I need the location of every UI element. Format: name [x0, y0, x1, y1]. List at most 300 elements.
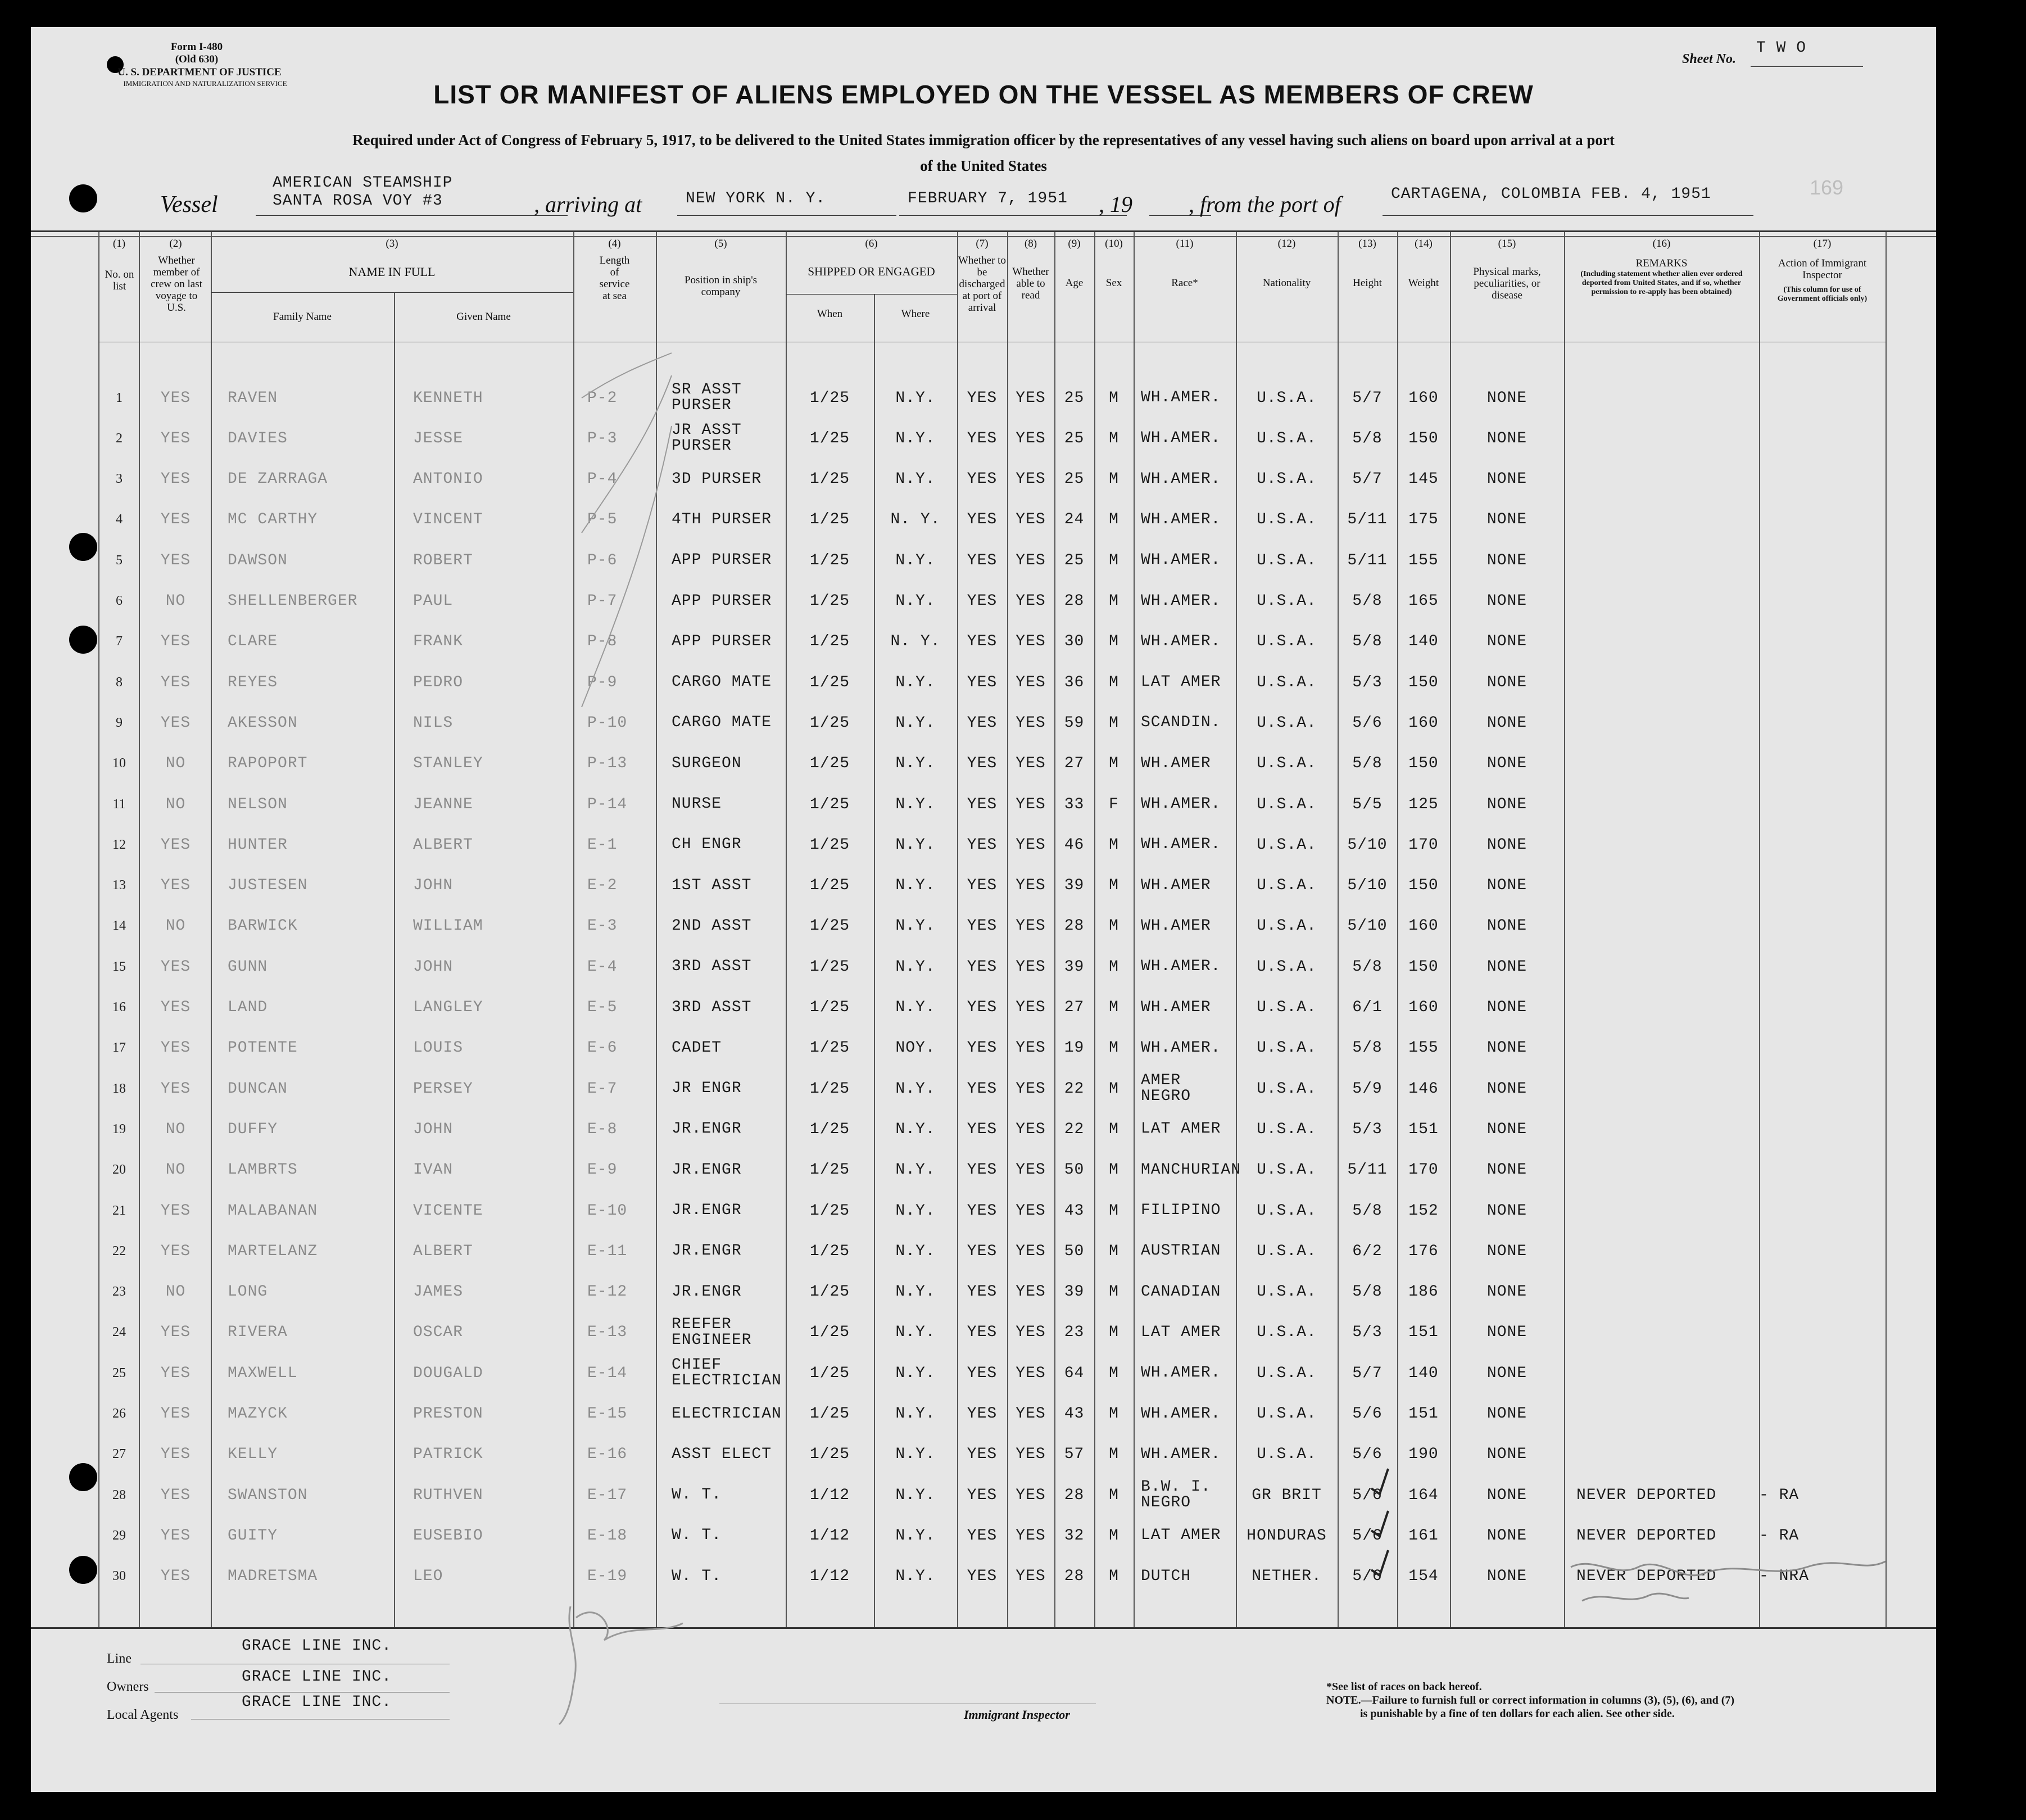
position-cell-line-1: 3D PURSER	[672, 470, 762, 488]
sex-cell-text: M	[1109, 511, 1119, 529]
col-9-header: Age	[1065, 277, 1084, 289]
race-cell-line-1: WH.AMER	[1141, 917, 1211, 935]
physical-marks-cell	[1450, 1313, 1564, 1352]
position-cell	[672, 825, 786, 864]
age-cell	[1054, 866, 1094, 906]
page-subtitle-2: of the United States	[920, 157, 1047, 174]
able-to-read-cell-text: YES	[1016, 1202, 1046, 1220]
service-length-cell-text: P-14	[587, 795, 628, 813]
height-cell	[1338, 825, 1397, 864]
nationality-cell	[1236, 907, 1338, 946]
inspector-action-cell	[1759, 663, 1886, 702]
family-name-cell	[228, 1029, 394, 1068]
last-voyage-cell	[140, 541, 211, 580]
service-length-cell-text: E-11	[587, 1242, 628, 1260]
position-cell	[672, 1475, 786, 1515]
shipped-where-cell-text: N.Y.	[895, 958, 936, 976]
col-7-header: Whether to be discharged at port of arrival	[958, 255, 1006, 314]
service-length-cell	[587, 1395, 656, 1434]
row-number-cell-text: 4	[116, 512, 123, 527]
given-name-cell-text: KENNETH	[413, 389, 483, 407]
last-voyage-cell	[140, 1232, 211, 1271]
position-cell-line-1: JR.ENGR	[672, 1242, 742, 1260]
position-cell-line-2: PURSER	[672, 397, 732, 414]
row-number-cell	[99, 1232, 139, 1271]
last-voyage-cell-text: YES	[160, 836, 191, 854]
age-cell-text: 30	[1064, 633, 1085, 651]
row-number-cell-text: 29	[112, 1528, 126, 1543]
age-cell-text: 32	[1064, 1527, 1085, 1545]
position-cell	[672, 1313, 786, 1352]
sex-cell	[1094, 1232, 1134, 1271]
last-voyage-cell	[140, 663, 211, 702]
age-cell-text: 24	[1064, 511, 1085, 529]
nationality-cell	[1236, 947, 1338, 986]
nationality-cell	[1236, 419, 1338, 458]
sex-cell-text: M	[1109, 1039, 1119, 1057]
height-cell-text: 5/10	[1347, 877, 1388, 895]
remarks-cell	[1576, 541, 1759, 580]
position-cell-line-1: CH ENGR	[672, 836, 742, 854]
family-name-cell-text: MAZYCK	[228, 1405, 288, 1423]
able-to-read-cell-text: YES	[1016, 1080, 1046, 1098]
age-cell	[1054, 1435, 1094, 1474]
footnote-penalty-2: is punishable by a fine of ten dollars for each alien. See other side.	[1360, 1708, 1675, 1720]
row-number-cell	[99, 500, 139, 540]
row-number-cell-text: 19	[112, 1121, 126, 1137]
col-10-header: Sex	[1105, 277, 1122, 289]
position-cell-line-1: JR.ENGR	[672, 1120, 742, 1138]
nationality-cell-text: GR BRIT	[1252, 1486, 1322, 1504]
given-name-cell-text: JOHN	[413, 1120, 454, 1138]
row-number-cell-text: 2	[116, 431, 123, 446]
inspector-signature	[548, 1584, 705, 1730]
service-length-cell-text: E-4	[587, 958, 618, 976]
weight-cell-text: 151	[1408, 1120, 1439, 1138]
race-cell	[1141, 744, 1236, 784]
col-6-header: SHIPPED OR ENGAGED	[808, 265, 935, 278]
given-name-cell-text: PATRICK	[413, 1446, 483, 1464]
family-name-cell-text: MALABANAN	[228, 1202, 318, 1220]
given-name-cell	[413, 703, 573, 743]
height-cell-text: 5/5	[1352, 795, 1383, 813]
physical-marks-cell	[1450, 866, 1564, 906]
discharged-cell	[957, 1313, 1007, 1352]
shipped-when-cell-text: 1/25	[809, 795, 850, 813]
weight-cell	[1397, 1151, 1450, 1190]
shipped-where-cell-text: N.Y.	[895, 1364, 936, 1382]
physical-marks-cell	[1450, 825, 1564, 864]
weight-cell-text: 160	[1408, 999, 1439, 1016]
nationality-cell	[1236, 541, 1338, 580]
position-cell-line-2: PURSER	[672, 437, 732, 455]
nationality-cell-text: U.S.A.	[1257, 429, 1317, 447]
sex-cell-text: M	[1109, 633, 1119, 651]
given-name-cell	[413, 1151, 573, 1190]
race-cell	[1141, 907, 1236, 946]
age-cell-text: 39	[1064, 877, 1085, 895]
inspector-action-cell	[1759, 1395, 1886, 1434]
weight-cell-text: 170	[1408, 836, 1439, 854]
age-cell-text: 25	[1064, 470, 1085, 488]
race-cell	[1141, 582, 1236, 621]
sex-cell	[1094, 1069, 1134, 1108]
given-name-cell	[413, 1353, 573, 1393]
height-cell-text: 6/1	[1352, 999, 1383, 1016]
physical-marks-cell-text: NONE	[1486, 1202, 1528, 1220]
table-top-border	[31, 230, 1936, 232]
position-cell-line-1: CARGO MATE	[672, 673, 772, 691]
able-to-read-cell-text: YES	[1016, 1568, 1046, 1586]
race-cell-line-1: WH.AMER.	[1141, 1445, 1221, 1463]
discharged-cell	[957, 1151, 1007, 1190]
shipped-where-cell	[874, 1395, 957, 1434]
position-cell-line-1: W. T.	[672, 1486, 722, 1504]
arriving-port: NEW YORK N. Y.	[686, 190, 826, 207]
position-cell-line-1: 3RD ASST	[672, 958, 752, 976]
position-cell-line-1: JR ENGR	[672, 1080, 742, 1098]
sex-cell-text: M	[1109, 592, 1119, 610]
age-cell	[1054, 1516, 1094, 1555]
service-length-cell-text: E-7	[587, 1080, 618, 1098]
race-cell-line-1: WH.AMER.	[1141, 1364, 1221, 1382]
position-cell-line-1: ASST ELECT	[672, 1445, 772, 1463]
sex-cell-text: M	[1109, 1527, 1119, 1545]
sheet-number: T W O	[1756, 39, 1807, 57]
remarks-cell	[1576, 1313, 1759, 1352]
shipped-where-cell-text: N. Y.	[890, 511, 941, 529]
race-cell	[1141, 1069, 1236, 1108]
age-cell	[1054, 744, 1094, 784]
shipped-where-cell	[874, 1232, 957, 1271]
family-name-cell-text: AKESSON	[228, 714, 298, 732]
height-cell-text: 5/6	[1352, 1405, 1383, 1423]
col-8-number: (8)	[1024, 238, 1037, 250]
sex-cell	[1094, 1029, 1134, 1068]
given-name-cell-text: ANTONIO	[413, 470, 483, 488]
nationality-cell-text: U.S.A.	[1257, 1405, 1317, 1423]
given-name-cell-text: JOHN	[413, 877, 454, 895]
col-15-header: Physical marks, peculiarities, or disease	[1473, 266, 1541, 301]
physical-marks-cell	[1450, 1435, 1564, 1474]
race-cell	[1141, 988, 1236, 1027]
able-to-read-cell-text: YES	[1016, 755, 1046, 773]
race-cell-line-2: NEGRO	[1141, 1088, 1191, 1106]
weight-cell-text: 150	[1408, 958, 1439, 976]
last-voyage-cell	[140, 907, 211, 946]
row-number-cell	[99, 947, 139, 986]
last-voyage-cell-text: YES	[160, 1568, 191, 1586]
shipped-where-cell-text: N.Y.	[895, 551, 936, 569]
row-number-cell-text: 15	[112, 959, 126, 974]
service-length-cell-text: E-6	[587, 1039, 618, 1057]
service-length-cell-text: E-13	[587, 1324, 628, 1342]
shipped-when-cell	[786, 1475, 874, 1515]
last-voyage-cell	[140, 1110, 211, 1149]
sex-cell-text: M	[1109, 1446, 1119, 1464]
height-cell-text: 5/11	[1347, 1161, 1388, 1179]
family-name-cell	[228, 785, 394, 824]
remarks-cell	[1576, 1395, 1759, 1434]
row-number-cell	[99, 460, 139, 499]
row-number-cell	[99, 1475, 139, 1515]
last-voyage-cell	[140, 947, 211, 986]
position-cell	[672, 1191, 786, 1230]
nationality-cell-text: HONDURAS	[1247, 1527, 1327, 1545]
shipped-where-cell	[874, 622, 957, 662]
row-number-cell	[99, 1069, 139, 1108]
col-2-number: (2)	[169, 238, 182, 250]
service-length-cell-text: E-17	[587, 1486, 628, 1504]
able-to-read-cell	[1007, 1516, 1054, 1555]
discharged-cell	[957, 1395, 1007, 1434]
age-cell-text: 43	[1064, 1405, 1085, 1423]
family-name-cell-text: NELSON	[228, 795, 288, 813]
footnote-penalty-1: NOTE.—Failure to furnish full or correct information in columns (3), (5), (6), and (7)	[1326, 1694, 1735, 1706]
able-to-read-cell-text: YES	[1016, 1527, 1046, 1545]
table-row	[31, 500, 1936, 540]
weight-cell-text: 175	[1408, 511, 1439, 529]
family-name-cell-text: LAMBRTS	[228, 1161, 298, 1179]
last-voyage-cell	[140, 1557, 211, 1596]
weight-cell-text: 155	[1408, 1039, 1439, 1057]
height-cell	[1338, 1353, 1397, 1393]
physical-marks-cell	[1450, 988, 1564, 1027]
able-to-read-cell	[1007, 1110, 1054, 1149]
nationality-cell	[1236, 988, 1338, 1027]
nationality-cell	[1236, 1273, 1338, 1312]
given-name-cell	[413, 622, 573, 662]
nationality-cell	[1236, 1516, 1338, 1555]
nationality-cell-text: U.S.A.	[1257, 1364, 1317, 1382]
inspector-action-cell	[1759, 460, 1886, 499]
weight-cell	[1397, 622, 1450, 662]
physical-marks-cell-text: NONE	[1486, 836, 1528, 854]
remarks-cell	[1576, 1069, 1759, 1108]
physical-marks-cell-text: NONE	[1486, 673, 1528, 691]
inspector-action-cell-text: - RA	[1759, 1527, 1800, 1545]
shipped-where-cell	[874, 500, 957, 540]
sex-cell-text: M	[1109, 1080, 1119, 1098]
check-marks	[1368, 1460, 1402, 1606]
able-to-read-cell	[1007, 1475, 1054, 1515]
col-7-number: (7)	[976, 238, 989, 250]
last-voyage-cell-text: NO	[165, 1120, 186, 1138]
shipped-when-cell	[786, 744, 874, 784]
race-cell-line-1: WH.AMER.	[1141, 551, 1221, 569]
sex-cell	[1094, 744, 1134, 784]
discharged-cell-text: YES	[967, 1486, 998, 1504]
shipped-where-cell-text: N.Y.	[895, 592, 936, 610]
shipped-where-cell-text: N.Y.	[895, 1405, 936, 1423]
row-number-cell	[99, 1029, 139, 1068]
physical-marks-cell	[1450, 1353, 1564, 1393]
race-cell-line-1: DUTCH	[1141, 1567, 1191, 1585]
able-to-read-cell	[1007, 460, 1054, 499]
given-name-cell	[413, 582, 573, 621]
remarks-cell	[1576, 907, 1759, 946]
nationality-cell	[1236, 1475, 1338, 1515]
nationality-cell-text: U.S.A.	[1257, 511, 1317, 529]
remarks-cell	[1576, 1110, 1759, 1149]
table-row	[31, 988, 1936, 1027]
race-cell	[1141, 622, 1236, 662]
given-name-cell	[413, 907, 573, 946]
given-name-cell	[413, 378, 573, 418]
height-cell	[1338, 460, 1397, 499]
row-number-cell	[99, 1191, 139, 1230]
race-cell	[1141, 378, 1236, 418]
weight-cell	[1397, 703, 1450, 743]
footnote-races: *See list of races on back hereof.	[1326, 1681, 1482, 1693]
physical-marks-cell	[1450, 1516, 1564, 1555]
family-name-cell	[228, 1353, 394, 1393]
row-number-cell-text: 28	[112, 1487, 126, 1502]
service-length-cell	[587, 1151, 656, 1190]
race-cell-line-1: WH.AMER.	[1141, 510, 1221, 528]
manifest-sheet	[31, 27, 1936, 1792]
service-length-cell	[587, 1435, 656, 1474]
position-cell	[672, 541, 786, 580]
physical-marks-cell	[1450, 500, 1564, 540]
age-cell-text: 28	[1064, 1486, 1085, 1504]
age-cell	[1054, 907, 1094, 946]
col-9-number: (9)	[1068, 238, 1081, 250]
position-cell	[672, 1232, 786, 1271]
race-cell	[1141, 663, 1236, 702]
nationality-cell-text: U.S.A.	[1257, 551, 1317, 569]
position-cell	[672, 866, 786, 906]
able-to-read-cell	[1007, 1232, 1054, 1271]
position-cell-line-1: 1ST ASST	[672, 876, 752, 894]
height-cell-text: 5/3	[1352, 1120, 1383, 1138]
age-cell	[1054, 1110, 1094, 1149]
row-number-cell-text: 8	[116, 674, 123, 690]
sex-cell-text: M	[1109, 1202, 1119, 1220]
family-name-cell	[228, 744, 394, 784]
able-to-read-cell	[1007, 1435, 1054, 1474]
shipped-where-cell	[874, 1191, 957, 1230]
shipped-where-cell	[874, 582, 957, 621]
race-cell-line-1: WH.AMER	[1141, 876, 1211, 894]
nationality-cell-text: U.S.A.	[1257, 1202, 1317, 1220]
race-cell-line-1: AMER	[1141, 1072, 1181, 1090]
row-number-cell-text: 25	[112, 1365, 126, 1380]
position-cell	[672, 378, 786, 418]
position-cell-line-1: JR ASST	[672, 422, 742, 440]
row-number-cell	[99, 541, 139, 580]
position-cell-line-1: 2ND ASST	[672, 917, 752, 935]
height-cell	[1338, 947, 1397, 986]
weight-cell	[1397, 947, 1450, 986]
shipped-when-cell-text: 1/12	[809, 1486, 850, 1504]
row-number-cell-text: 6	[116, 594, 123, 608]
shipped-when-cell	[786, 622, 874, 662]
weight-cell	[1397, 1475, 1450, 1515]
age-cell-text: 23	[1064, 1324, 1085, 1342]
col-5-number: (5)	[714, 238, 727, 250]
row-number-cell-text: 24	[112, 1325, 126, 1340]
race-cell-line-1: WH.AMER.	[1141, 592, 1221, 610]
inspector-action-cell	[1759, 582, 1886, 621]
last-voyage-cell-text: YES	[160, 673, 191, 691]
table-row	[31, 1110, 1936, 1149]
family-name-cell	[228, 541, 394, 580]
sex-cell	[1094, 460, 1134, 499]
sex-cell	[1094, 1435, 1134, 1474]
able-to-read-cell-text: YES	[1016, 1324, 1046, 1342]
discharged-cell	[957, 582, 1007, 621]
service-length-cell	[587, 988, 656, 1027]
discharged-cell-text: YES	[967, 389, 998, 407]
discharged-cell	[957, 378, 1007, 418]
weight-cell-text: 186	[1408, 1283, 1439, 1301]
nationality-cell-text: U.S.A.	[1257, 714, 1317, 732]
page-subtitle-1: Required under Act of Congress of February 5, 1917, to be delivered to the United States immigration officer by the representatives of any vessel having such aliens on board upon arrival at a port	[352, 132, 1615, 148]
shipped-where-cell-text: N.Y.	[895, 1080, 936, 1098]
inspector-action-cell	[1759, 1069, 1886, 1108]
shipped-where-cell-text: NOY.	[895, 1039, 936, 1057]
position-cell-line-1: SR ASST	[672, 381, 742, 399]
race-cell	[1141, 866, 1236, 906]
height-cell-text: 5/6	[1352, 714, 1383, 732]
weight-cell	[1397, 1069, 1450, 1108]
race-cell-line-1: WH.AMER.	[1141, 429, 1221, 447]
age-cell	[1054, 947, 1094, 986]
race-cell	[1141, 1110, 1236, 1149]
shipped-when-cell	[786, 1435, 874, 1474]
nationality-cell	[1236, 460, 1338, 499]
height-cell-text: 5/11	[1347, 551, 1388, 569]
physical-marks-cell-text: NONE	[1486, 1039, 1528, 1057]
physical-marks-cell	[1450, 1557, 1564, 1596]
sex-cell-text: F	[1109, 795, 1119, 813]
able-to-read-cell	[1007, 378, 1054, 418]
table-row	[31, 663, 1936, 702]
agents-value: GRACE LINE INC.	[242, 1694, 392, 1711]
nationality-cell	[1236, 866, 1338, 906]
race-cell	[1141, 541, 1236, 580]
shipped-when-cell	[786, 1273, 874, 1312]
position-cell	[672, 419, 786, 458]
table-row	[31, 1232, 1936, 1271]
col-17-number: (17)	[1813, 238, 1832, 250]
table-row	[31, 1273, 1936, 1312]
line-value: GRACE LINE INC.	[242, 1637, 392, 1655]
last-voyage-cell-text: NO	[165, 592, 186, 610]
shipped-when-cell-text: 1/25	[809, 1039, 850, 1057]
shipped-when-cell-text: 1/25	[809, 1405, 850, 1423]
position-cell-line-1: 3RD ASST	[672, 998, 752, 1016]
discharged-cell-text: YES	[967, 1120, 998, 1138]
family-name-cell-text: DAWSON	[228, 551, 288, 569]
discharged-cell-text: YES	[967, 877, 998, 895]
weight-cell	[1397, 907, 1450, 946]
height-cell	[1338, 1395, 1397, 1434]
height-cell-text: 5/8	[1352, 1202, 1383, 1220]
row-number-cell-text: 16	[112, 1000, 126, 1015]
physical-marks-cell-text: NONE	[1486, 551, 1528, 569]
year-label: , 19	[1099, 192, 1132, 217]
discharged-cell-text: YES	[967, 1527, 998, 1545]
inspector-action-cell	[1759, 1191, 1886, 1230]
height-cell-text: 5/7	[1352, 389, 1383, 407]
remarks-cell	[1576, 988, 1759, 1027]
given-name-cell-text: PERSEY	[413, 1080, 473, 1098]
table-row	[31, 1069, 1936, 1108]
age-cell	[1054, 988, 1094, 1027]
nationality-cell-text: U.S.A.	[1257, 877, 1317, 895]
